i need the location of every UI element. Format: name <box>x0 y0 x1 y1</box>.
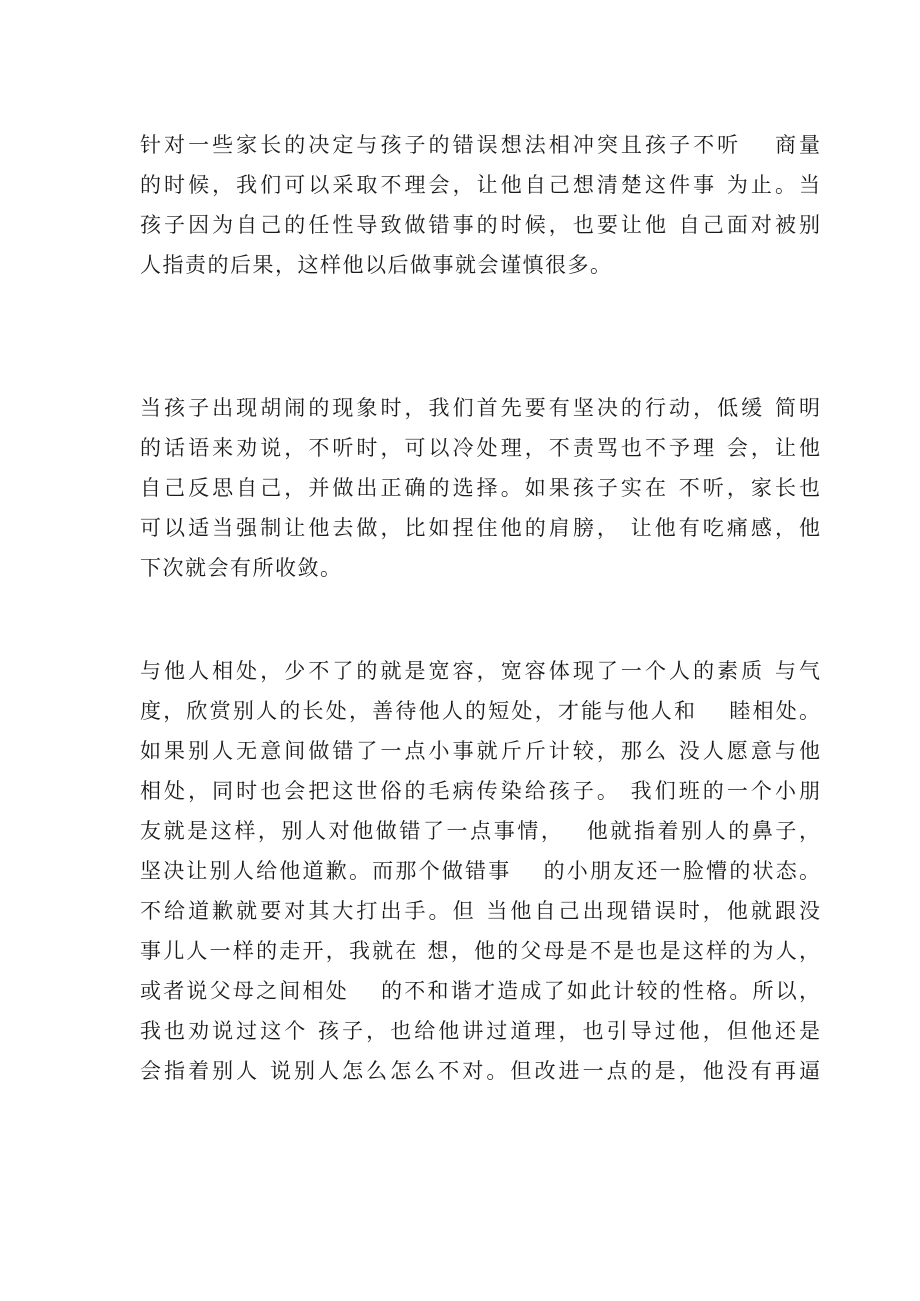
text-line: 针对一些家长的决定与孩子的错误想法相冲突且孩子不听 商量 <box>140 133 820 157</box>
text-line: 坚决让别人给他道歉。而那个做错事 的小朋友还一脸懵的状态。 <box>140 859 820 883</box>
text-line: 度，欣赏别人的长处，善待他人的短处，才能与他人和 睦相处。 <box>140 699 820 723</box>
text-line: 如果别人无意间做错了一点小事就斤斤计较，那么 没人愿意与他 <box>140 739 820 763</box>
text-line: 相处，同时也会把这世俗的毛病传染给孩子。 我们班的一个小朋 <box>140 779 820 803</box>
paragraph-tolerance <box>140 651 820 1091</box>
text-line: 的话语来劝说，不听时，可以冷处理，不责骂也不予理 会，让他 <box>140 436 820 460</box>
paragraph-handling-tantrums <box>140 388 820 588</box>
text-line: 会指着别人 说别人怎么怎么不对。但改进一点的是，他没有再逼 <box>140 1059 820 1083</box>
text-line: 事儿人一样的走开，我就在 想，他的父母是不是也是这样的为人， <box>140 939 820 963</box>
text-line: 不给道歉就要对其大打出手。但 当他自己出现错误时，他就跟没 <box>140 899 820 923</box>
text-line: 与他人相处，少不了的就是宽容，宽容体现了一个人的素质 与气 <box>140 659 820 683</box>
text-line: 孩子因为自己的任性导致做错事的时候，也要让他 自己面对被别 <box>140 213 820 237</box>
text-line: 的时候，我们可以采取不理会，让他自己想清楚这件事 为止。当 <box>140 173 820 197</box>
paragraph-parenting-conflict <box>140 125 820 285</box>
text-line: 可以适当强制让他去做，比如捏住他的肩膀， 让他有吃痛感，他 <box>140 516 820 540</box>
text-line: 或者说父母之间相处 的不和谐才造成了如此计较的性格。所以， <box>140 979 820 1003</box>
text-line: 我也劝说过这个 孩子，也给他讲过道理，也引导过他，但他还是 <box>140 1019 820 1043</box>
text-line: 下次就会有所收敛。 <box>140 556 343 580</box>
text-line: 自己反思自己，并做出正确的选择。如果孩子实在 不听，家长也 <box>140 476 820 500</box>
text-line: 友就是这样，别人对他做错了一点事情， 他就指着别人的鼻子， <box>140 819 820 843</box>
text-line: 人指责的后果，这样他以后做事就会谨慎很多。 <box>140 253 613 277</box>
text-line: 当孩子出现胡闹的现象时，我们首先要有坚决的行动，低缓 简明 <box>140 396 820 420</box>
